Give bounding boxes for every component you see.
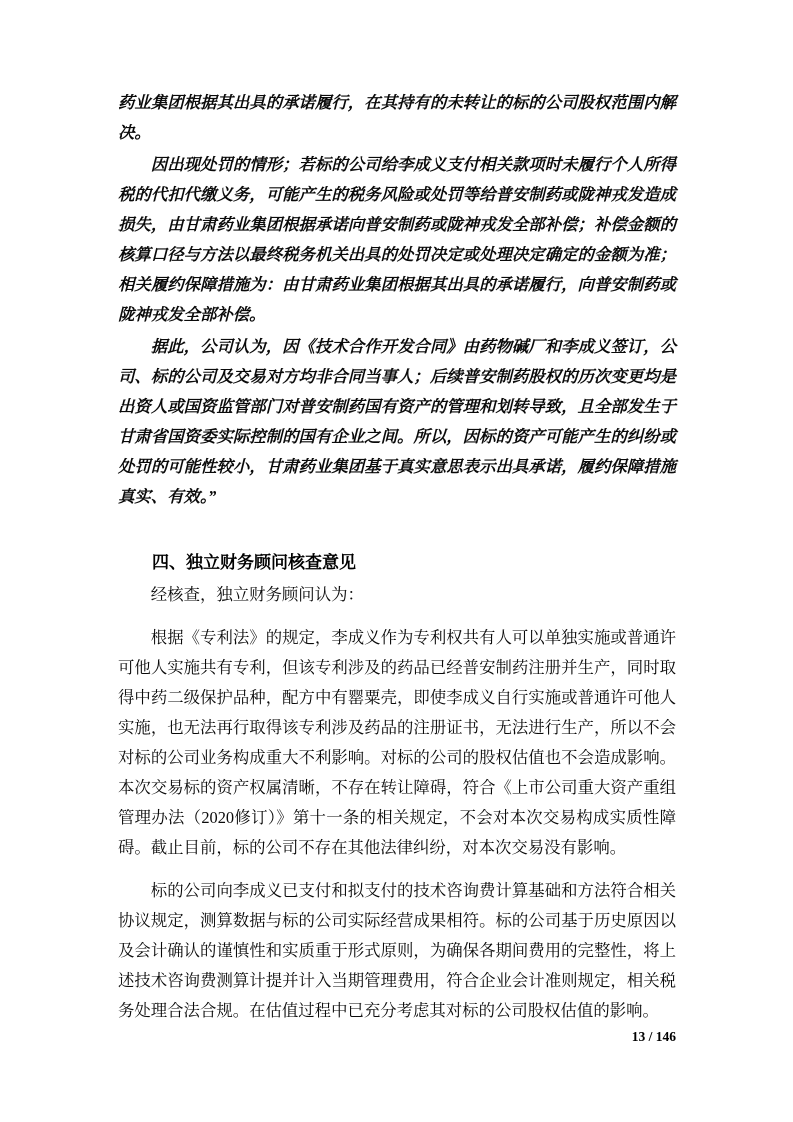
body-paragraph: 经核查，独立财务顾问认为： (150, 585, 364, 604)
body-paragraph: 根据《专利法》的规定，李成义作为专利权共有人可以单独实施或普通许可他人实施共有专利，但该专利涉及的药品已经普安制药注册并生产，同时取得中药二级保护品种，配方中有罂粟壳，即使李成义自行实施或普通许可他人实施，也无法再行取得该专利涉及药品的注册证书，无法进行生产，所以不会对标的公司业务构成重大不利影响。对标的公司的股权估值也不会造成影响。本次交易标的资产权属清晰，不存在转让障碍，符合《上市公司重大资产重组管理办法（2020修订）》第十一条的相关规定，不会对本次交易构成实质性障碍。截止目前，标的公司不存在其他法律纠纷，对本次交易没有影响。 (118, 628, 676, 857)
quoted-paragraph-continuation: 药业集团根据其出具的承诺履行，在其持有的未转让的标的公司股权范围内解决。 (118, 93, 676, 142)
quoted-paragraph: 据此，公司认为，因《技术合作开发合同》由药物碱厂和李成义签订，公司、标的公司及交易对方均非合同当事人；后续普安制药股权的历次变更均是出资人或国资监管部门对普安制药国有资产的管理和划转导致，且全部发生于甘肃省国资委实际控制的国有企业之间。所以，因标的资产可能产生的纠纷或处罚的可能性较小，甘肃药业集团基于真实意思表示出具承诺，履约保障措施真实、有效。” (118, 337, 676, 506)
page-content (118, 88, 676, 1046)
page-number: 13 / 146 (631, 1029, 676, 1044)
body-paragraph: 标的公司向李成义已支付和拟支付的技术咨询费计算基础和方法符合相关协议规定，测算数据与标的公司实际经营成果相符。标的公司基于历史原因以及会计确认的谨慎性和实质重于形式原则，为确保各期间费用的完整性，将上述技术咨询费测算计提并计入当期管理费用，符合企业会计准则规定，相关税务处理合法合规。在估值过程中已充分考虑其对标的公司股权估值的影响。 (118, 881, 676, 1020)
section-heading: 四、独立财务顾问核查意见 (152, 553, 356, 572)
quoted-paragraph: 因出现处罚的情形；若标的公司给李成义支付相关款项时未履行个人所得税的代扣代缴义务，可能产生的税务风险或处罚等给普安制药或陇神戎发造成损失，由甘肃药业集团根据承诺向普安制药或陇神戎发全部补偿；补偿金额的核算口径与方法以最终税务机关出具的处罚决定或处理决定确定的金额为准；相关履约保障措施为：由甘肃药业集团根据其出具的承诺履行，向普安制药或陇神戎发全部补偿。 (118, 155, 676, 324)
